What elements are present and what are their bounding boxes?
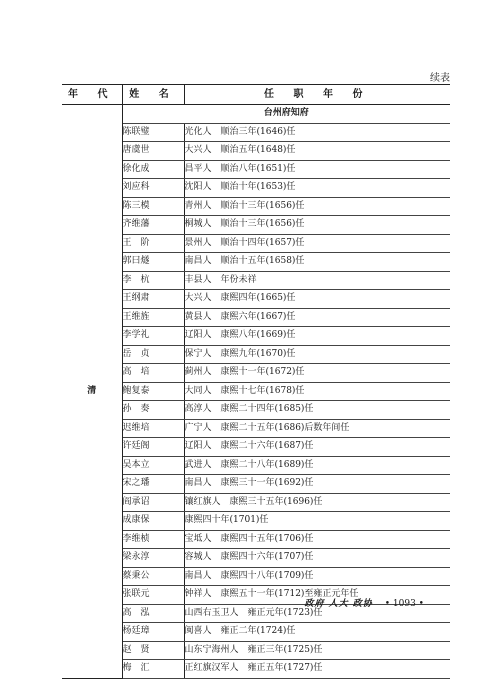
official-info: 保宁人 康熙九年(1670)任 xyxy=(184,345,450,364)
official-name: 赵 贤 xyxy=(122,641,184,660)
official-name: 陈三模 xyxy=(122,197,184,216)
official-info: 光化人 顺治三年(1646)任 xyxy=(184,123,450,142)
publisher-label: 政府 人大 政协 xyxy=(304,599,373,609)
official-name: 迟维培 xyxy=(122,419,184,438)
official-info: 辽阳人 康熙二十六年(1687)任 xyxy=(184,438,450,457)
official-info: 景州人 顺治十四年(1657)任 xyxy=(184,234,450,253)
official-name: 张联元 xyxy=(122,586,184,605)
section-row xyxy=(62,105,450,124)
official-name: 杨廷璋 xyxy=(122,623,184,642)
official-info: 沈阳人 顺治十年(1653)任 xyxy=(184,179,450,198)
official-name: 梅 汇 xyxy=(122,660,184,679)
page-number: • 1093 • xyxy=(384,599,424,609)
header-name: 姓 名 xyxy=(122,85,184,105)
official-name: 李 杭 xyxy=(122,271,184,290)
header-era: 年 代 xyxy=(62,85,122,105)
official-name: 高 培 xyxy=(122,364,184,383)
official-info: 大兴人 康熙四年(1665)任 xyxy=(184,290,450,309)
official-info: 丰县人 年份未祥 xyxy=(184,271,450,290)
official-info: 闽喜人 雍正二年(1724)任 xyxy=(184,623,450,642)
official-name: 王维旌 xyxy=(122,308,184,327)
official-info: 黄县人 康熙六年(1667)任 xyxy=(184,308,450,327)
official-info: 正红旗汉军人 雍正五年(1727)任 xyxy=(184,660,450,679)
officials-table xyxy=(62,84,450,679)
official-info: 山西右玉卫人 雍正元年(1723)任 xyxy=(184,604,450,623)
official-info: 康熙四十年(1701)任 xyxy=(184,512,450,531)
official-name: 梁永淳 xyxy=(122,549,184,568)
official-info: 桐城人 顺治十三年(1656)任 xyxy=(184,216,450,235)
official-name: 高 泓 xyxy=(122,604,184,623)
official-info: 镶红旗人 康熙三十五年(1696)任 xyxy=(184,493,450,512)
official-name: 孙 奏 xyxy=(122,401,184,420)
official-name: 蔡秉公 xyxy=(122,567,184,586)
official-info: 山东宁海州人 雍正三年(1725)任 xyxy=(184,641,450,660)
official-info: 南昌人 康熙三十一年(1692)任 xyxy=(184,475,450,494)
official-name: 王 阶 xyxy=(122,234,184,253)
official-info: 广宁人 康熙二十五年(1686)后数年间任 xyxy=(184,419,450,438)
official-info: 昌平人 顺治八年(1651)任 xyxy=(184,160,450,179)
official-info: 南昌人 康熙四十八年(1709)任 xyxy=(184,567,450,586)
official-info: 大兴人 顺治五年(1648)任 xyxy=(184,142,450,161)
official-name: 郭曰燧 xyxy=(122,253,184,272)
official-name: 徐化成 xyxy=(122,160,184,179)
section-title: 台州府知府 xyxy=(122,105,450,124)
official-info: 高淳人 康熙二十四年(1685)任 xyxy=(184,401,450,420)
official-info: 钟祥人 康熙五十一年(1712)至雍正元年任 xyxy=(184,586,450,605)
header-info: 任 职 年 份 xyxy=(184,85,450,105)
official-name: 齐维藩 xyxy=(122,216,184,235)
official-name: 阎承诏 xyxy=(122,493,184,512)
official-name: 成康保 xyxy=(122,512,184,531)
official-info: 武进人 康熙二十八年(1689)任 xyxy=(184,456,450,475)
official-name: 王纲肃 xyxy=(122,290,184,309)
official-name: 鲍复泰 xyxy=(122,382,184,401)
official-name: 李维桢 xyxy=(122,530,184,549)
page-footer xyxy=(304,596,424,609)
official-info: 辽阳人 康熙八年(1669)任 xyxy=(184,327,450,346)
official-name: 岳 贞 xyxy=(122,345,184,364)
official-name: 唐虞世 xyxy=(122,142,184,161)
continuation-label: 续表 xyxy=(430,73,450,84)
official-info: 宝坻人 康熙四十五年(1706)任 xyxy=(184,530,450,549)
official-name: 许廷阁 xyxy=(122,438,184,457)
official-info: 青州人 顺治十三年(1656)任 xyxy=(184,197,450,216)
era-cell: 清 xyxy=(62,105,122,679)
official-info: 大同人 康熙十七年(1678)任 xyxy=(184,382,450,401)
official-info: 容城人 康熙四十六年(1707)任 xyxy=(184,549,450,568)
official-name: 刘应科 xyxy=(122,179,184,198)
official-info: 蓟州人 康熙十一年(1672)任 xyxy=(184,364,450,383)
official-info: 南昌人 顺治十五年(1658)任 xyxy=(184,253,450,272)
official-name: 宋之璠 xyxy=(122,475,184,494)
official-name: 陈联璧 xyxy=(122,123,184,142)
official-name: 李学礼 xyxy=(122,327,184,346)
official-name: 吴本立 xyxy=(122,456,184,475)
table-header-row xyxy=(62,85,450,105)
